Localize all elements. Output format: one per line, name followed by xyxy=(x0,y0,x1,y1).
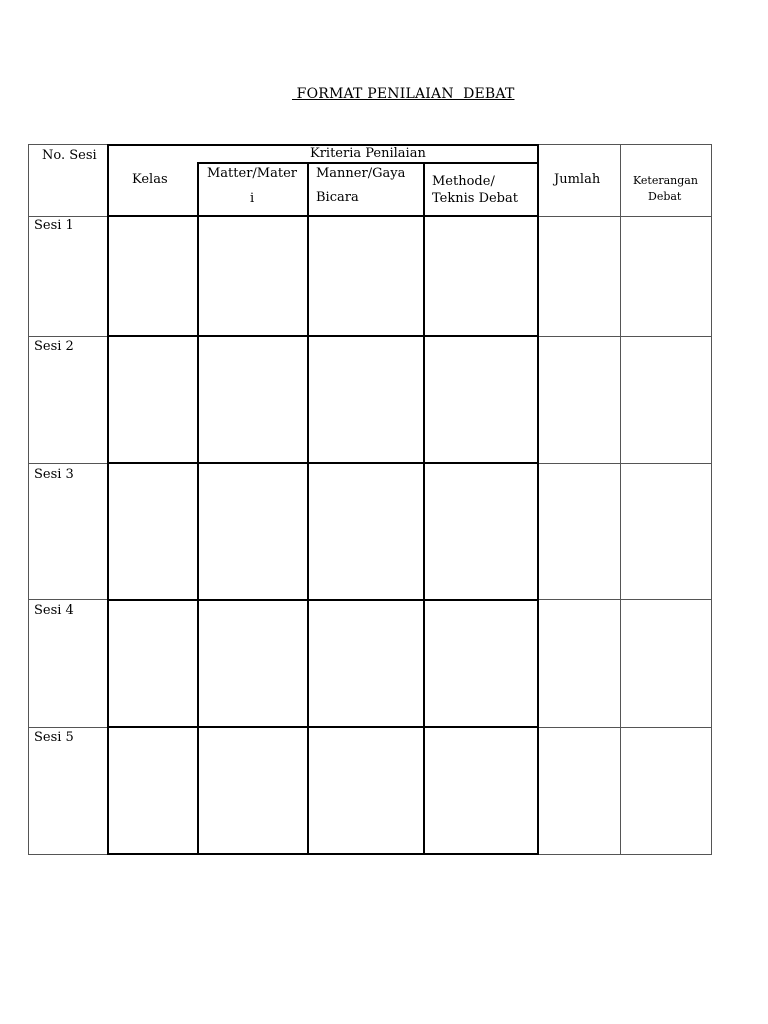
header-kriteria-penilaian: Kriteria Penilaian xyxy=(310,146,426,161)
row4-separator-left xyxy=(28,727,108,728)
page-title: FORMAT PENILAIAN DEBAT xyxy=(292,86,515,102)
row-label-sesi-3: Sesi 3 xyxy=(34,467,74,482)
row-label-sesi-2: Sesi 2 xyxy=(34,339,74,354)
header-matter-line2: i xyxy=(250,191,255,206)
row-label-sesi-5: Sesi 5 xyxy=(34,730,74,745)
inner-row1-separator xyxy=(107,335,539,337)
header-keterangan-line2: Debat xyxy=(648,190,682,203)
inner-row3-separator xyxy=(107,599,539,601)
inner-row4-separator xyxy=(107,726,539,728)
inner-row2-separator xyxy=(107,462,539,464)
row3-separator-left xyxy=(28,599,108,600)
header-manner-line2: Bicara xyxy=(316,190,359,205)
header-row-separator-right xyxy=(538,216,712,217)
header-matter-line1: Matter/Mater xyxy=(207,166,297,181)
row1-separator-left xyxy=(28,336,108,337)
header-methode-line2: Teknis Debat xyxy=(432,191,518,206)
header-methode-line1: Methode/ xyxy=(432,174,495,189)
inner-header-row-separator xyxy=(107,215,539,217)
table-left-border xyxy=(28,144,29,855)
inner-left-border xyxy=(107,144,109,855)
header-kelas: Kelas xyxy=(132,172,168,187)
row2-separator-right xyxy=(538,463,712,464)
kelas-matter-divider xyxy=(197,162,199,855)
row4-separator-right xyxy=(538,727,712,728)
header-manner-line1: Manner/Gaya xyxy=(316,166,406,181)
row1-separator-right xyxy=(538,336,712,337)
manner-methode-divider xyxy=(423,162,425,855)
row-label-sesi-1: Sesi 1 xyxy=(34,218,74,233)
inner-right-border xyxy=(537,144,539,855)
row2-separator-left xyxy=(28,463,108,464)
matter-manner-divider xyxy=(307,162,309,855)
jumlah-keterangan-divider xyxy=(620,144,621,855)
header-jumlah: Jumlah xyxy=(554,172,601,187)
row-label-sesi-4: Sesi 4 xyxy=(34,603,74,618)
inner-bottom-border xyxy=(107,853,539,855)
table-right-border xyxy=(711,144,712,855)
row3-separator-right xyxy=(538,599,712,600)
header-no-sesi: No. Sesi xyxy=(42,148,97,163)
header-keterangan-line1: Keterangan xyxy=(633,174,698,187)
